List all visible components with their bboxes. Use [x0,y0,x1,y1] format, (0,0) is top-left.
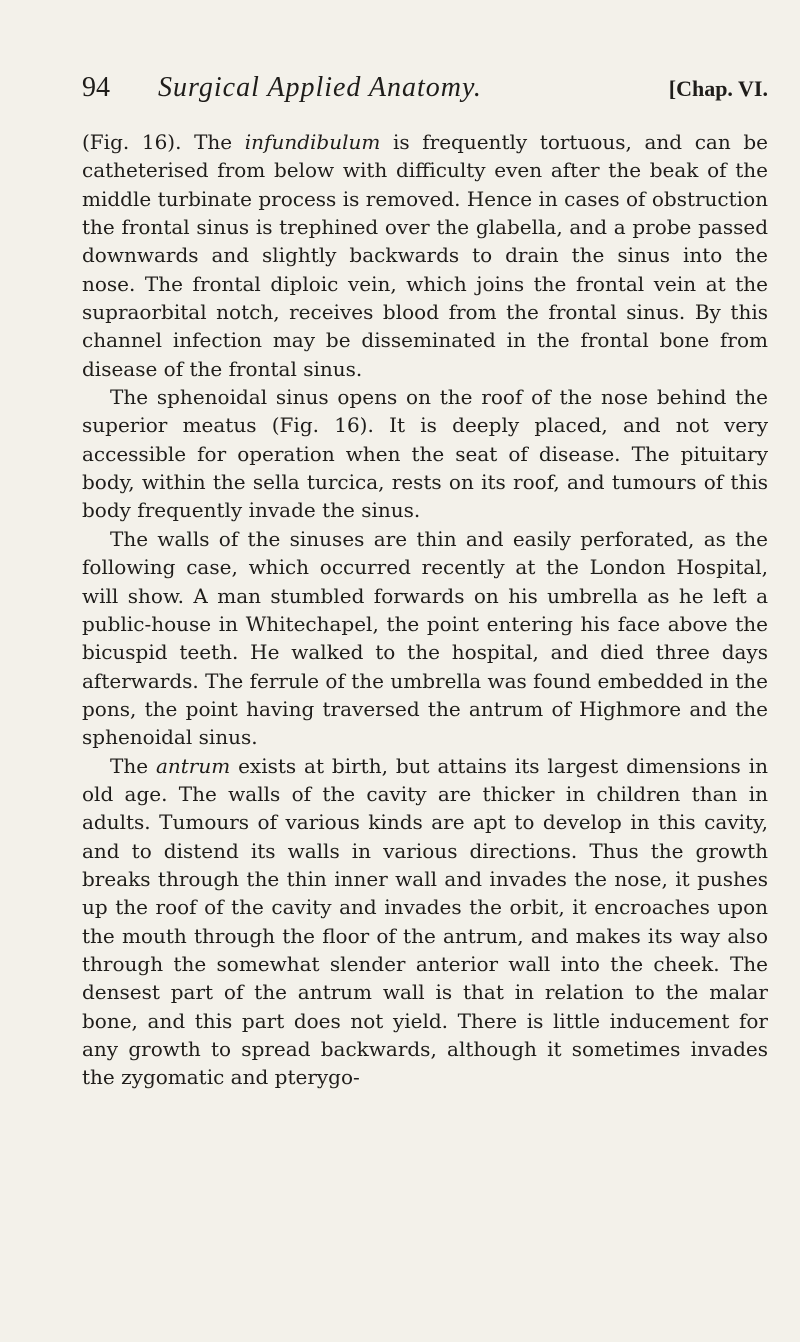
page-header [82,72,768,124]
paragraph-4 [82,752,768,1092]
paragraph-3 [82,525,768,752]
paragraph-4-italic-term: antrum [155,753,231,778]
chapter-label: [Chap. VI. [668,76,768,101]
paragraph-3-text: The walls of the sinuses are thin and easily perforated, as the following case, which occurred recently at the London Hospital, will show. A man stumbled forwards on his umbrella as he left a public-house in Whitechapel, the point entering his face above the bicuspid teeth. He walked to the hospital, and died three days afterwards. The ferrule of the umbrella was found embedded in the pons, the point having traversed the antrum of Highmore and the sphenoidal sinus. [82,526,768,750]
paragraph-4-text: exists at birth, but attains its largest dimensions in old age. The walls of the cavity are thicker in children than in adults. Tumours of various kinds are apt to develop in this cavity, and to distend its walls in various directions. Thus the growth breaks through the thin inner wall and invades the nose, it pushes up the roof of the cavity and invades the orbit, it encroaches upon the mouth through the floor of the antrum, and makes its way also through the somewhat slender anterior wall into the cheek. The densest part of the antrum wall is that in relation to the malar bone, and this part does not yield. There is little inducement for any growth to spread backwards, although it sometimes invades the zygomatic and pterygo- [82,753,768,1090]
paragraph-1-italic-term: infundibulum [244,130,381,154]
page-number: 94 [82,72,110,103]
paragraph-4-lead: The [110,753,156,778]
running-title: Surgical Applied Anatomy. [158,72,482,103]
paragraph-2-text: The sphenoidal sinus opens on the roof of the nose behind the superior meatus (Fig. 16). It is deeply placed, and not very accessible for operation when the seat of disease. The pituitary body, within the sella turcica, rests on its roof, and tumours of this body frequently invade the sinus. [82,385,768,523]
paragraph-2 [82,383,768,525]
paragraph-1-lead: (Fig. 16). The [82,130,245,154]
body-text [82,128,768,1092]
paragraph-1-text: is frequently tortuous, and can be catheterised from below with difficulty even after the beak of the middle turbinate process is removed. Hence in cases of obstruction the frontal sinus is trephined over the glabella, and a probe passed downwards and slightly backwards to drain the sinus into the nose. The frontal diploic vein, which joins the frontal vein at the supraorbital notch, receives blood from the frontal sinus. By this channel infection may be disseminated in the frontal bone from disease of the frontal sinus. [82,130,768,381]
paragraph-1 [82,128,768,383]
book-page [82,72,768,1092]
